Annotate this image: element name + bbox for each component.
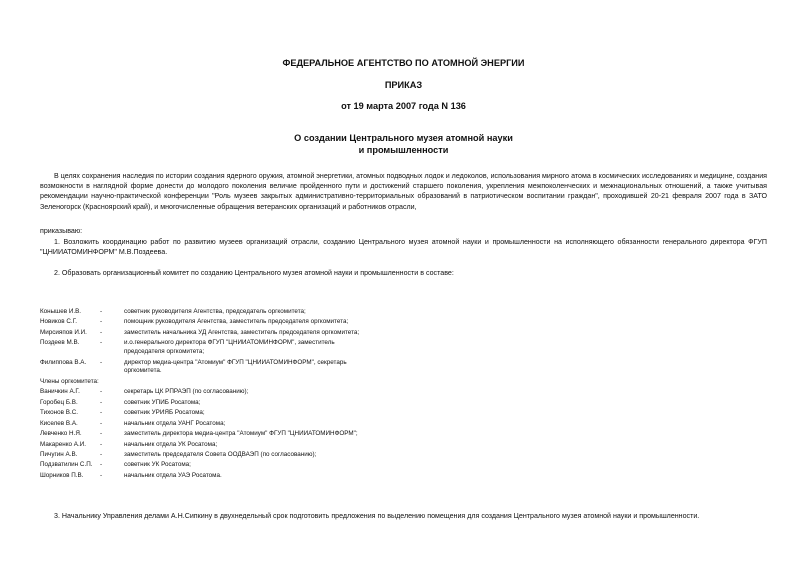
dash: - <box>100 461 103 469</box>
dash: - <box>100 398 103 406</box>
document-date-number: от 19 марта 2007 года N 136 <box>341 101 466 111</box>
order-item-2: 2. Образовать организационный комитет по созданию Центрального музея атомной науки и промышленности в составе: <box>54 269 454 277</box>
member-name: Новиков С.Г. <box>40 318 78 326</box>
member-role: секретарь ЦК РПРАЭП (по согласованию); <box>124 388 249 396</box>
dash: - <box>100 358 103 366</box>
committee-roster <box>40 308 760 482</box>
document-title-line-1: О создании Центрального музея атомной науки <box>294 133 513 143</box>
member-role: начальник отдела УАЭ Росатома. <box>124 471 222 479</box>
member-name: Конышев И.В. <box>40 308 82 315</box>
committee-row <box>40 430 760 439</box>
member-role: и.о.генерального директора ФГУП "ЦНИИАТОМИНФОРМ", заместитель председателя оргкомитета; <box>124 339 335 356</box>
member-role: начальник отдела УК Росатома; <box>124 440 218 448</box>
member-name: Филиппова В.А. <box>40 358 87 366</box>
member-name: Поздеев М.В. <box>40 339 80 347</box>
member-role: заместитель начальника УД Агентства, заместитель председателя оргкомитета; <box>124 328 360 336</box>
member-role: начальник отдела УАНГ Росатома; <box>124 419 226 427</box>
document-type: ПРИКАЗ <box>384 80 423 90</box>
member-name: Макаренко А.И. <box>40 440 86 448</box>
member-role: советник руководителя Агентства, председатель оргкомитета; <box>124 308 306 315</box>
member-role: заместитель директора медиа-центра "Атомиум" ФГУП "ЦНИИАТОМИНФОРМ"; <box>124 430 358 438</box>
member-role: директор медиа-центра "Атомиум" ФГУП "ЦНИИАТОМИНФОРМ", секретарь оргкомитета. <box>124 358 347 375</box>
dash: - <box>100 388 103 396</box>
document-title-line-2: и промышленности <box>358 145 449 155</box>
dash: - <box>100 430 103 438</box>
committee-row <box>40 318 760 327</box>
member-role: помощник руководителя Агентства, заместитель председателя оргкомитета; <box>124 318 349 326</box>
committee-row <box>40 388 760 397</box>
member-name: Левченко Н.Я. <box>40 430 82 438</box>
committee-row <box>40 339 760 356</box>
committee-row <box>40 409 760 418</box>
committee-row <box>40 420 760 429</box>
dash: - <box>100 328 103 336</box>
member-role: советник УПИБ Росатома; <box>124 398 201 406</box>
member-name: Подзватилин С.П. <box>40 461 93 469</box>
committee-row <box>40 461 760 470</box>
member-name: Мирсияпов И.И. <box>40 328 87 336</box>
committee-row <box>40 359 760 376</box>
order-label: приказываю: <box>40 227 83 235</box>
dash: - <box>100 440 103 448</box>
document-title <box>0 132 807 156</box>
committee-row <box>40 399 760 408</box>
preamble-paragraph: В целях сохранения наследия по истории создания ядерного оружия, атомной энергетики, атомных подводных лодок и ледоколов, использования мирного атома в космических исследованиях и медицине, создания возможности в наглядной форме донести до молодого поколения величие пройденного пути и достижений старшего поколения, укрепления межпоколенческих и межнациональных отношений, а также учитывая рекомендации научно-практической конференции "Роль музеев закрытых административно-территориальных образований в патриотическом воспитании граждан", проходившей 20-21 февраля 2007 года в ЗАТО Зеленогорск (Красноярский край), и многочисленные обращения ветеранских организаций и работников отрасли, <box>40 172 767 211</box>
dash: - <box>100 318 103 326</box>
member-name: Ваничкин А.Г. <box>40 388 80 396</box>
committee-row <box>40 329 760 338</box>
member-name: Пичугин А.В. <box>40 451 78 458</box>
members-label: Члены оргкомитета: <box>40 377 99 385</box>
dash: - <box>100 339 103 347</box>
committee-row <box>40 308 760 317</box>
order-item-1: 1. Возложить координацию работ по развитию музеев организаций отрасли, созданию Центрального музея атомной науки и промышленности на исполняющего обязанности генерального директора ФГУП "ЦНИИАТОМИНФОРМ" М.В.Поздеева. <box>40 238 767 257</box>
member-name: Шорников П.В. <box>40 471 84 479</box>
dash: - <box>100 471 103 479</box>
dash: - <box>100 409 103 417</box>
order-item-3: 3. Начальнику Управления делами А.Н.Сипкину в двухнедельный срок подготовить предложения по выделению помещения для создания Центрального музея атомной науки и промышленности. <box>54 512 700 520</box>
committee-row <box>40 472 760 481</box>
dash: - <box>100 419 103 427</box>
committee-row <box>40 441 760 450</box>
member-name: Тихонов В.С. <box>40 409 78 417</box>
committee-row <box>40 451 760 460</box>
dash: - <box>100 308 103 315</box>
member-role: советник УРИЯБ Росатома; <box>124 409 205 417</box>
member-name: Киселев В.А. <box>40 419 78 427</box>
agency-heading: ФЕДЕРАЛЬНОЕ АГЕНТСТВО ПО АТОМНОЙ ЭНЕРГИИ <box>282 58 525 68</box>
member-role: советник УК Росатома; <box>124 461 191 469</box>
member-role: заместитель председателя Совета ООДВАЭП (по согласованию); <box>124 451 317 458</box>
member-name: Горобец Б.В. <box>40 398 78 406</box>
dash: - <box>100 451 103 458</box>
